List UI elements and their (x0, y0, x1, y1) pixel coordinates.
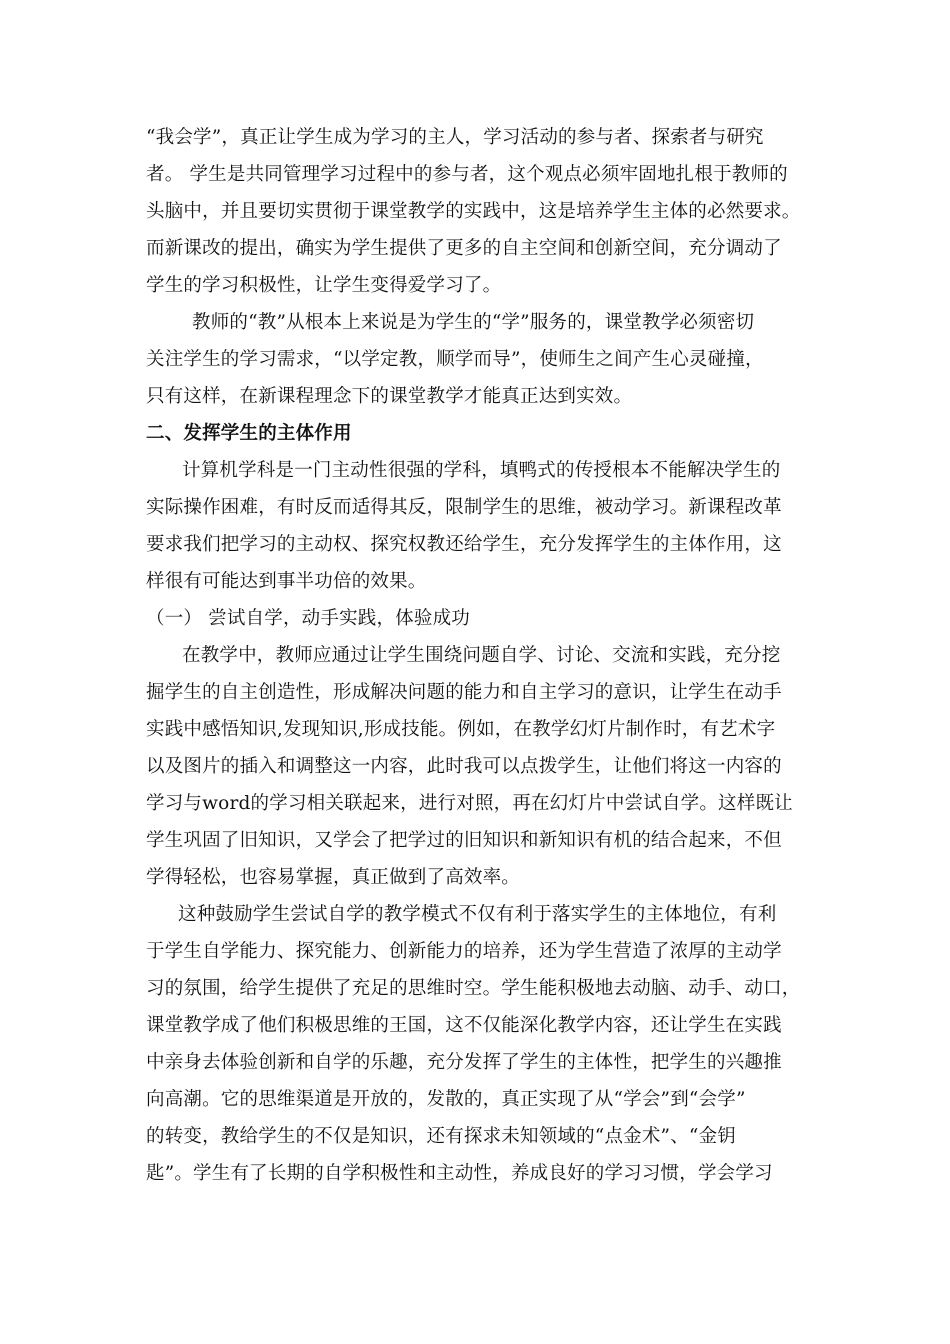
text-line: 的转变，教给学生的不仅是知识，还有探求未知领域的“点金术”、“金钥 (146, 1126, 736, 1147)
text-line: 掘学生的自主创造性，形成解决问题的能力和自主学习的意识，让学生在动手 (146, 682, 782, 703)
text-line: 学生巩固了旧知识，又学会了把学过的旧知识和新知识有机的结合起来，不但 (146, 830, 782, 851)
text-line: 样很有可能达到事半功倍的效果。 (146, 571, 427, 592)
text-line: 要求我们把学习的主动权、探究权教还给学生，充分发挥学生的主体作用，这 (146, 534, 782, 555)
text-line: 学生的学习积极性，让学生变得爱学习了。 (146, 275, 502, 296)
text-line: 实践中感悟知识,发现知识,形成技能。例如，在教学幻灯片制作时，有艺术字 (146, 719, 776, 740)
text-line: 这种鼓励学生尝试自学的教学模式不仅有利于落实学生的主体地位，有利 (178, 904, 777, 925)
text-line: 学得轻松，也容易掌握，真正做到了高效率。 (146, 867, 521, 888)
text-line: 匙”。学生有了长期的自学积极性和主动性，养成良好的学习习惯，学会学习 (146, 1163, 773, 1184)
text-line: 者。 学生是共同管理学习过程中的参与者，这个观点必须牢固地扎根于教师的 (146, 164, 788, 185)
text-line: “我会学”，真正让学生成为学习的主人，学习活动的参与者、探索者与研究 (146, 127, 764, 148)
text-line: 计算机学科是一门主动性很强的学科，填鸭式的传授根本不能解决学生的 (182, 460, 781, 481)
text-line: 以及图片的插入和调整这一内容，此时我可以点拨学生，让他们将这一内容的 (146, 756, 782, 777)
text-line: 向高潮。它的思维渠道是开放的，发散的，真正实现了从“学会”到“会学” (146, 1089, 746, 1110)
subsection-heading: （一） 尝试自学，动手实践，体验成功 (146, 608, 470, 629)
text-line: 头脑中，并且要切实贯彻于课堂教学的实践中，这是培养学生主体的必然要求。 (146, 201, 801, 222)
text-line: 学习与word的学习相关联起来，进行对照，再在幻灯片中尝试自学。这样既让 (146, 793, 793, 814)
text-line: 教师的“教”从根本上来说是为学生的“学”服务的，课堂教学必须密切 (192, 312, 755, 333)
text-line: 课堂教学成了他们积极思维的王国，这不仅能深化教学内容，还让学生在实践 (146, 1015, 782, 1036)
text-line: 只有这样，在新课程理念下的课堂教学才能真正达到实效。 (146, 386, 633, 407)
text-line: 关注学生的学习需求，“以学定教，顺学而导”，使师生之间产生心灵碰撞， (146, 349, 764, 370)
section-heading: 二、发挥学生的主体作用 (146, 423, 352, 444)
text-line: 实际操作困难，有时反而适得其反，限制学生的思维，被动学习。新课程改革 (146, 497, 782, 518)
text-line: 于学生自学能力、探究能力、创新能力的培养，还为学生营造了浓厚的主动学 (146, 941, 782, 962)
text-line: 习的氛围，给学生提供了充足的思维时空。学生能积极地去动脑、动手、动口， (146, 978, 801, 999)
text-line: 中亲身去体验创新和自学的乐趣，充分发挥了学生的主体性，把学生的兴趣推 (146, 1052, 782, 1073)
text-line: 在教学中，教师应通过让学生围绕问题自学、讨论、交流和实践，充分挖 (182, 645, 781, 666)
text-line: 而新课改的提出，确实为学生提供了更多的自主空间和创新空间，充分调动了 (146, 238, 782, 259)
